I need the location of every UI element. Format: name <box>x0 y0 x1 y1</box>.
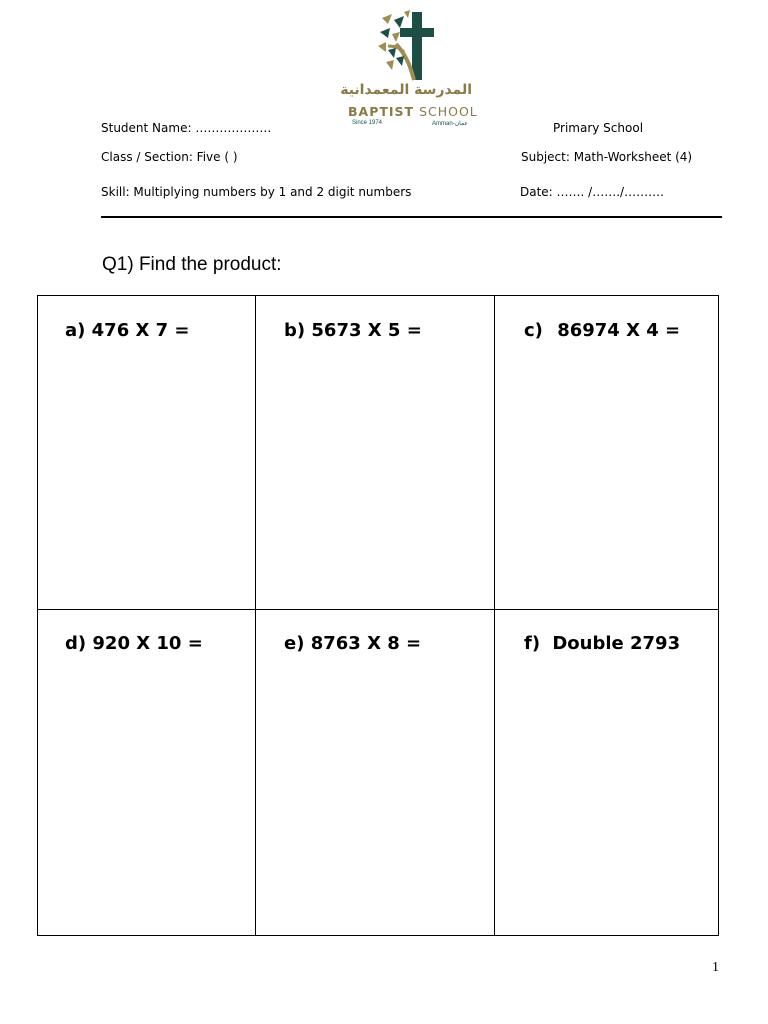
grid-divider-horizontal <box>38 609 718 610</box>
logo-name-light: SCHOOL <box>419 104 478 119</box>
problem-e <box>284 633 421 655</box>
problem-label: a) <box>65 320 86 341</box>
logo-city: Amman-عمان <box>432 121 468 127</box>
grid-divider-vertical-1 <box>255 296 256 935</box>
logo-english-name <box>348 104 478 119</box>
problem-label: f) <box>524 633 541 654</box>
logo-since: Since 1974 <box>352 120 383 126</box>
question-title: Q1) Find the product: <box>102 254 282 275</box>
problem-label: e) <box>284 633 305 654</box>
skill-label: Skill: Multiplying numbers by 1 and 2 digit numbers <box>101 185 412 199</box>
problem-text: Double 2793 <box>552 633 681 654</box>
tree-cross-icon <box>374 10 444 82</box>
problem-text: 476 X 7 = <box>91 320 190 341</box>
problems-grid <box>37 295 719 936</box>
problem-label: c) <box>524 320 543 341</box>
logo-name-bold: BAPTIST <box>348 104 415 119</box>
problem-label: d) <box>65 633 87 654</box>
header-divider <box>101 216 722 218</box>
problem-a <box>65 320 190 342</box>
school-level: Primary School <box>553 121 644 135</box>
class-section-field: Class / Section: Five ( ) <box>101 150 238 164</box>
date-field: Date: ……. /……./………. <box>520 185 664 199</box>
problem-b <box>284 320 422 342</box>
problem-text: 5673 X 5 = <box>311 320 422 341</box>
problem-d <box>65 633 203 655</box>
student-name-field: Student Name: ………………. <box>101 121 272 135</box>
problem-text: 86974 X 4 = <box>557 320 681 341</box>
page-number: 1 <box>712 960 719 975</box>
school-logo <box>340 10 478 127</box>
subject-label: Subject: Math-Worksheet (4) <box>521 150 693 164</box>
problem-text: 8763 X 8 = <box>310 633 422 654</box>
problem-f <box>524 633 680 655</box>
problem-label: b) <box>284 320 306 341</box>
problem-c <box>524 320 680 342</box>
grid-divider-vertical-2 <box>494 296 495 935</box>
problem-text: 920 X 10 = <box>92 633 203 654</box>
logo-arabic-name: المدرسة المعمدانية <box>340 82 472 98</box>
